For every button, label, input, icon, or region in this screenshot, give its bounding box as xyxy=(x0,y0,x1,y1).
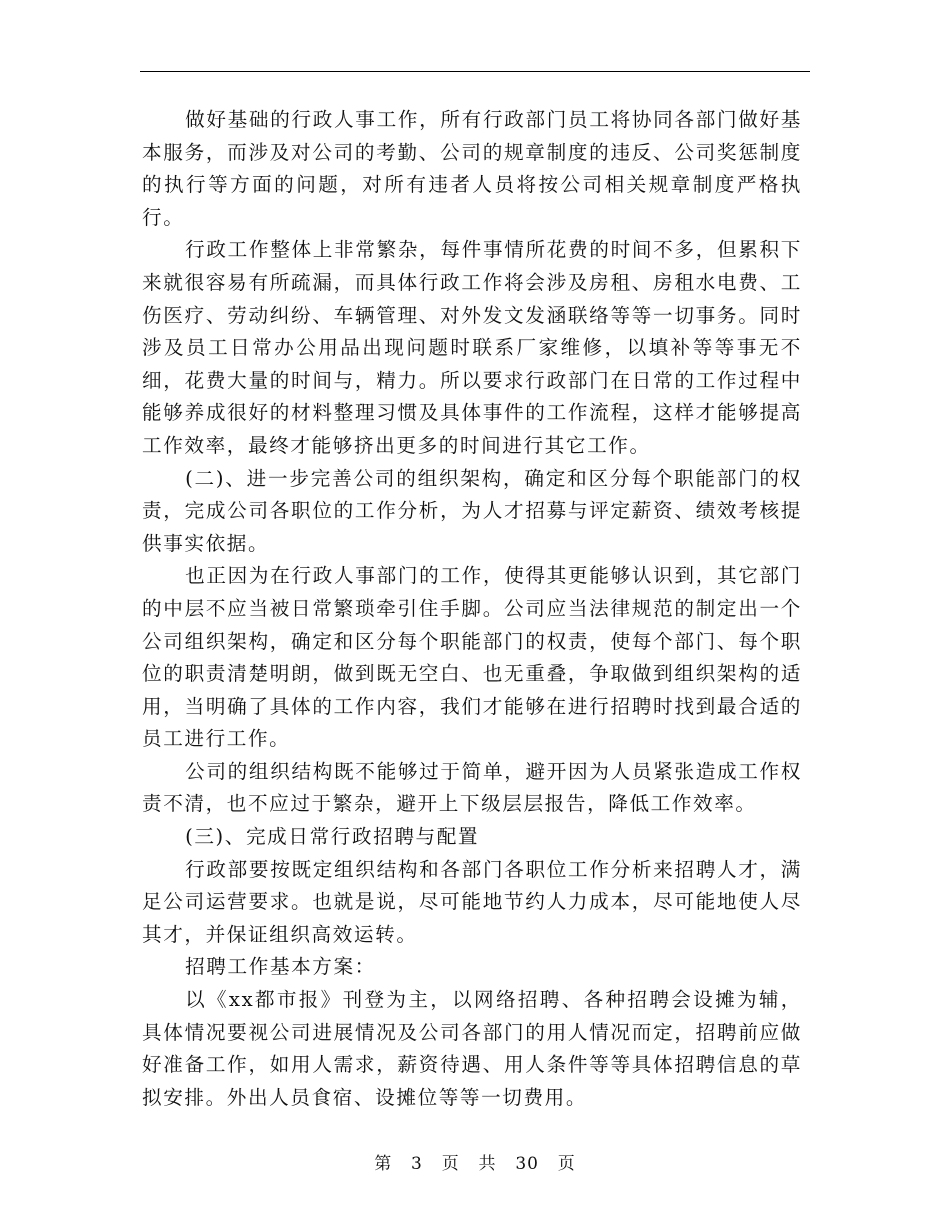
current-page-number: 3 xyxy=(411,1154,423,1174)
document-body xyxy=(142,104,802,1114)
section-heading: (三)、完成日常行政招聘与配置 xyxy=(185,825,480,849)
paragraph: 以《xx都市报》刊登为主，以网络招聘、各种招聘会设摊为辅，具体情况要视公司进展情况及公司各部门的用人情况而定，招聘前应做好准备工作，如用人需求，薪资待遇、用人条件等等具体招聘信息的草拟安排。外出人员食宿、设摊位等等一切费用。 xyxy=(142,988,802,1109)
header-rule xyxy=(140,71,810,72)
paragraph: 行政工作整体上非常繁杂，每件事情所花费的时间不多，但累积下来就很容易有所疏漏，而具体行政工作将会涉及房租、房租水电费、工伤医疗、劳动纠纷、车辆管理、对外发文发涵联络等等一切事务。同时涉及员工日常办公用品出现问题时联系厂家维修，以填补等等事无不细，花费大量的时间与，精力。所以要求行政部门在日常的工作过程中能够养成很好的材料整理习惯及具体事件的工作流程，这样才能够提高工作效率，最终才能够挤出更多的时间进行其它工作。 xyxy=(142,238,802,457)
page-mid: 页 xyxy=(441,1154,460,1174)
paragraph: 做好基础的行政人事工作，所有行政部门员工将协同各部门做好基本服务，而涉及对公司的考勤、公司的规章制度的违反、公司奖惩制度的执行等方面的问题，对所有违者人员将按公司相关规章制度严格执行。 xyxy=(142,108,802,229)
paragraph: 行政部要按既定组织结构和各部门各职位工作分析来招聘人才，满足公司运营要求。也就是说，尽可能地节约人力成本，尽可能地使人尽其才，并保证组织高效运转。 xyxy=(142,857,802,946)
section-heading-paragraph: (二)、进一步完善公司的组织架构，确定和区分每个职能部门的权责，完成公司各职位的工作分析，为人才招募与评定薪资、绩效考核提供事实依据。 xyxy=(142,466,802,555)
total-page-count: 30 xyxy=(515,1154,539,1174)
paragraph: 也正因为在行政人事部门的工作，使得其更能够认识到，其它部门的中层不应当被日常繁琐牵引住手脚。公司应当法律规范的制定出一个公司组织架构，确定和区分每个职能部门的权责，使每个部门、每个职位的职责清楚明朗，做到既无空白、也无重叠，争取做到组织架构的适用，当明确了具体的工作内容，我们才能够在进行招聘时找到最合适的员工进行工作。 xyxy=(142,564,802,751)
page-footer xyxy=(0,1152,950,1176)
paragraph: 公司的组织结构既不能够过于简单，避开因为人员紧张造成工作权责不清，也不应过于繁杂，避开上下级层层报告，降低工作效率。 xyxy=(142,759,802,816)
total-prefix: 共 xyxy=(478,1154,497,1174)
subheading: 招聘工作基本方案： xyxy=(185,955,376,979)
page-prefix: 第 xyxy=(374,1154,393,1174)
page-suffix: 页 xyxy=(557,1154,576,1174)
